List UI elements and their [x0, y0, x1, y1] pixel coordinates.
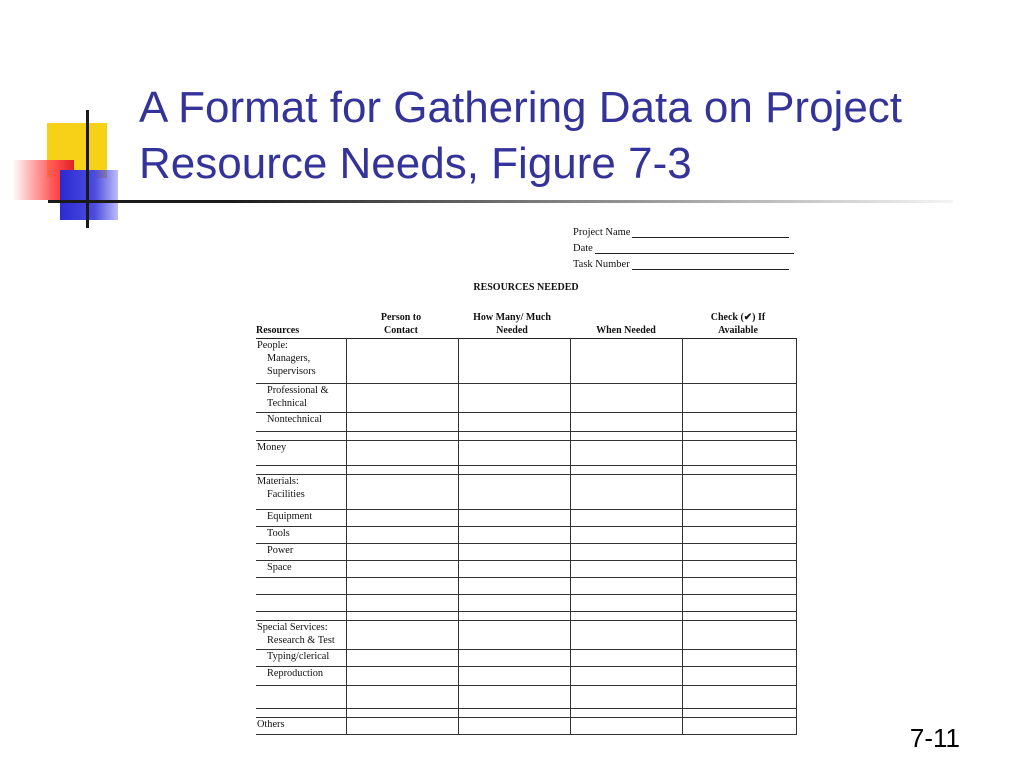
- table-row: [256, 612, 796, 621]
- entry-cell: [346, 578, 458, 595]
- entry-cell: [458, 667, 570, 686]
- entry-cell: [570, 384, 682, 413]
- table-row: [256, 544, 796, 561]
- table-row: [256, 441, 796, 466]
- resource-label: Others: [257, 719, 285, 730]
- entry-cell: [346, 561, 458, 578]
- page-number: 7-11: [909, 723, 960, 753]
- entry-cell: [682, 384, 796, 413]
- field-date: [573, 238, 794, 254]
- entry-cell: [682, 578, 796, 595]
- resource-label-cell: [256, 413, 346, 432]
- resource-label-cell: [256, 339, 346, 384]
- entry-cell: [346, 432, 458, 441]
- field-label: Project Name: [573, 227, 631, 238]
- entry-cell: [682, 339, 796, 384]
- entry-cell: [570, 621, 682, 650]
- entry-cell: [458, 527, 570, 544]
- resource-label: Special Services:: [257, 622, 328, 633]
- table-row: [256, 510, 796, 527]
- resource-label-cell: [256, 718, 346, 735]
- entry-cell: [570, 612, 682, 621]
- field-label: Date: [573, 243, 593, 254]
- resource-label: Equipment: [267, 511, 313, 522]
- entry-cell: [346, 466, 458, 475]
- entry-cell: [458, 413, 570, 432]
- column-header: Check (✔) If Available: [710, 312, 766, 336]
- entry-cell: [458, 432, 570, 441]
- table-row: [256, 595, 796, 612]
- entry-cell: [346, 650, 458, 667]
- entry-cell: [682, 686, 796, 709]
- resource-label: People:: [257, 340, 288, 351]
- resource-label: Space: [267, 562, 292, 573]
- resource-label-cell: [256, 510, 346, 527]
- entry-cell: [682, 432, 796, 441]
- resource-label-cell: [256, 561, 346, 578]
- entry-cell: [458, 718, 570, 735]
- entry-cell: [570, 441, 682, 466]
- logo-vertical-line: [86, 110, 89, 228]
- resource-label-cell: [256, 475, 346, 510]
- table-row: [256, 650, 796, 667]
- field-label: Task Number: [573, 259, 630, 270]
- entry-cell: [570, 432, 682, 441]
- resource-label-cell: [256, 432, 346, 441]
- entry-cell: [346, 413, 458, 432]
- resource-label-cell: [256, 595, 346, 612]
- table-row: [256, 432, 796, 441]
- entry-cell: [682, 595, 796, 612]
- resource-label: Managers,: [267, 353, 311, 364]
- resource-label: Reproduction: [267, 668, 324, 679]
- table-row: [256, 561, 796, 578]
- entry-cell: [458, 650, 570, 667]
- entry-cell: [570, 578, 682, 595]
- table-row: [256, 621, 796, 650]
- entry-cell: [346, 475, 458, 510]
- entry-cell: [570, 667, 682, 686]
- resource-label: Power: [267, 545, 294, 556]
- table-row: [256, 475, 796, 510]
- entry-cell: [458, 595, 570, 612]
- entry-cell: [458, 578, 570, 595]
- entry-cell: [682, 667, 796, 686]
- table-row: [256, 466, 796, 475]
- resource-label: Typing/clerical: [267, 651, 330, 662]
- table-row: [256, 413, 796, 432]
- table-row: [256, 667, 796, 686]
- entry-cell: [682, 718, 796, 735]
- resource-label: Nontechnical: [267, 414, 322, 425]
- resource-label-cell: [256, 527, 346, 544]
- entry-cell: [570, 466, 682, 475]
- entry-cell: [458, 441, 570, 466]
- resource-label-cell: [256, 709, 346, 718]
- entry-cell: [346, 718, 458, 735]
- entry-cell: [682, 527, 796, 544]
- entry-cell: [346, 441, 458, 466]
- column-header: When Needed: [596, 325, 656, 336]
- table-row: [256, 709, 796, 718]
- column-headers: [256, 309, 796, 337]
- logo-blue-square: [60, 170, 118, 220]
- column-header: Person to Contact: [380, 312, 422, 336]
- resource-label-cell: [256, 384, 346, 413]
- resource-label: Materials:: [257, 476, 299, 487]
- entry-cell: [458, 339, 570, 384]
- entry-cell: [346, 621, 458, 650]
- entry-cell: [570, 561, 682, 578]
- resource-label-cell: [256, 612, 346, 621]
- entry-cell: [682, 709, 796, 718]
- resource-label-cell: [256, 686, 346, 709]
- entry-cell: [346, 544, 458, 561]
- entry-cell: [570, 544, 682, 561]
- entry-cell: [682, 650, 796, 667]
- entry-cell: [458, 510, 570, 527]
- entry-cell: [570, 650, 682, 667]
- resource-label-cell: [256, 441, 346, 466]
- resource-label: Professional &: [267, 385, 329, 396]
- entry-cell: [346, 667, 458, 686]
- entry-cell: [458, 475, 570, 510]
- entry-cell: [346, 612, 458, 621]
- entry-cell: [458, 561, 570, 578]
- entry-cell: [346, 595, 458, 612]
- entry-cell: [570, 413, 682, 432]
- entry-cell: [570, 475, 682, 510]
- field-project-name: [573, 222, 794, 238]
- entry-cell: [458, 544, 570, 561]
- entry-cell: [682, 621, 796, 650]
- entry-cell: [346, 384, 458, 413]
- entry-cell: [570, 718, 682, 735]
- entry-cell: [682, 612, 796, 621]
- entry-cell: [346, 339, 458, 384]
- entry-cell: [458, 612, 570, 621]
- resource-label: Supervisors: [267, 366, 316, 377]
- resource-label: Research & Test: [267, 635, 335, 646]
- field-task-number: [573, 254, 794, 270]
- resource-label-cell: [256, 544, 346, 561]
- form-header-fields: [573, 222, 794, 270]
- entry-cell: [570, 510, 682, 527]
- entry-cell: [570, 709, 682, 718]
- entry-cell: [682, 475, 796, 510]
- table-row: [256, 686, 796, 709]
- blank-line: [632, 227, 789, 238]
- entry-cell: [682, 561, 796, 578]
- blank-line: [632, 259, 789, 270]
- entry-cell: [346, 510, 458, 527]
- entry-cell: [458, 621, 570, 650]
- entry-cell: [570, 595, 682, 612]
- entry-cell: [458, 384, 570, 413]
- resource-label-cell: [256, 578, 346, 595]
- title-underline: [48, 200, 953, 203]
- entry-cell: [570, 686, 682, 709]
- entry-cell: [346, 527, 458, 544]
- resource-label-cell: [256, 621, 346, 650]
- column-header: Resources: [256, 325, 300, 336]
- entry-cell: [682, 466, 796, 475]
- resource-label: Money: [257, 442, 287, 453]
- entry-cell: [682, 544, 796, 561]
- resource-label-cell: [256, 466, 346, 475]
- table-row: [256, 527, 796, 544]
- resource-label: Tools: [267, 528, 290, 539]
- entry-cell: [458, 709, 570, 718]
- table-row: [256, 718, 796, 735]
- resource-label: Facilities: [267, 489, 305, 500]
- entry-cell: [458, 686, 570, 709]
- resource-label: Technical: [267, 398, 307, 409]
- resource-label-cell: [256, 650, 346, 667]
- blank-line: [595, 243, 794, 254]
- resources-table: [256, 338, 797, 735]
- column-header: How Many/ Much Needed: [473, 312, 551, 336]
- entry-cell: [570, 339, 682, 384]
- table-row: [256, 339, 796, 384]
- entry-cell: [346, 709, 458, 718]
- entry-cell: [682, 510, 796, 527]
- entry-cell: [682, 413, 796, 432]
- table-row: [256, 578, 796, 595]
- entry-cell: [458, 466, 570, 475]
- resource-label-cell: [256, 667, 346, 686]
- entry-cell: [570, 527, 682, 544]
- entry-cell: [682, 441, 796, 466]
- section-title: RESOURCES NEEDED: [473, 282, 579, 293]
- table-row: [256, 384, 796, 413]
- slide-title: A Format for Gathering Data on Project Resource Needs, Figure 7-3: [139, 83, 903, 188]
- entry-cell: [346, 686, 458, 709]
